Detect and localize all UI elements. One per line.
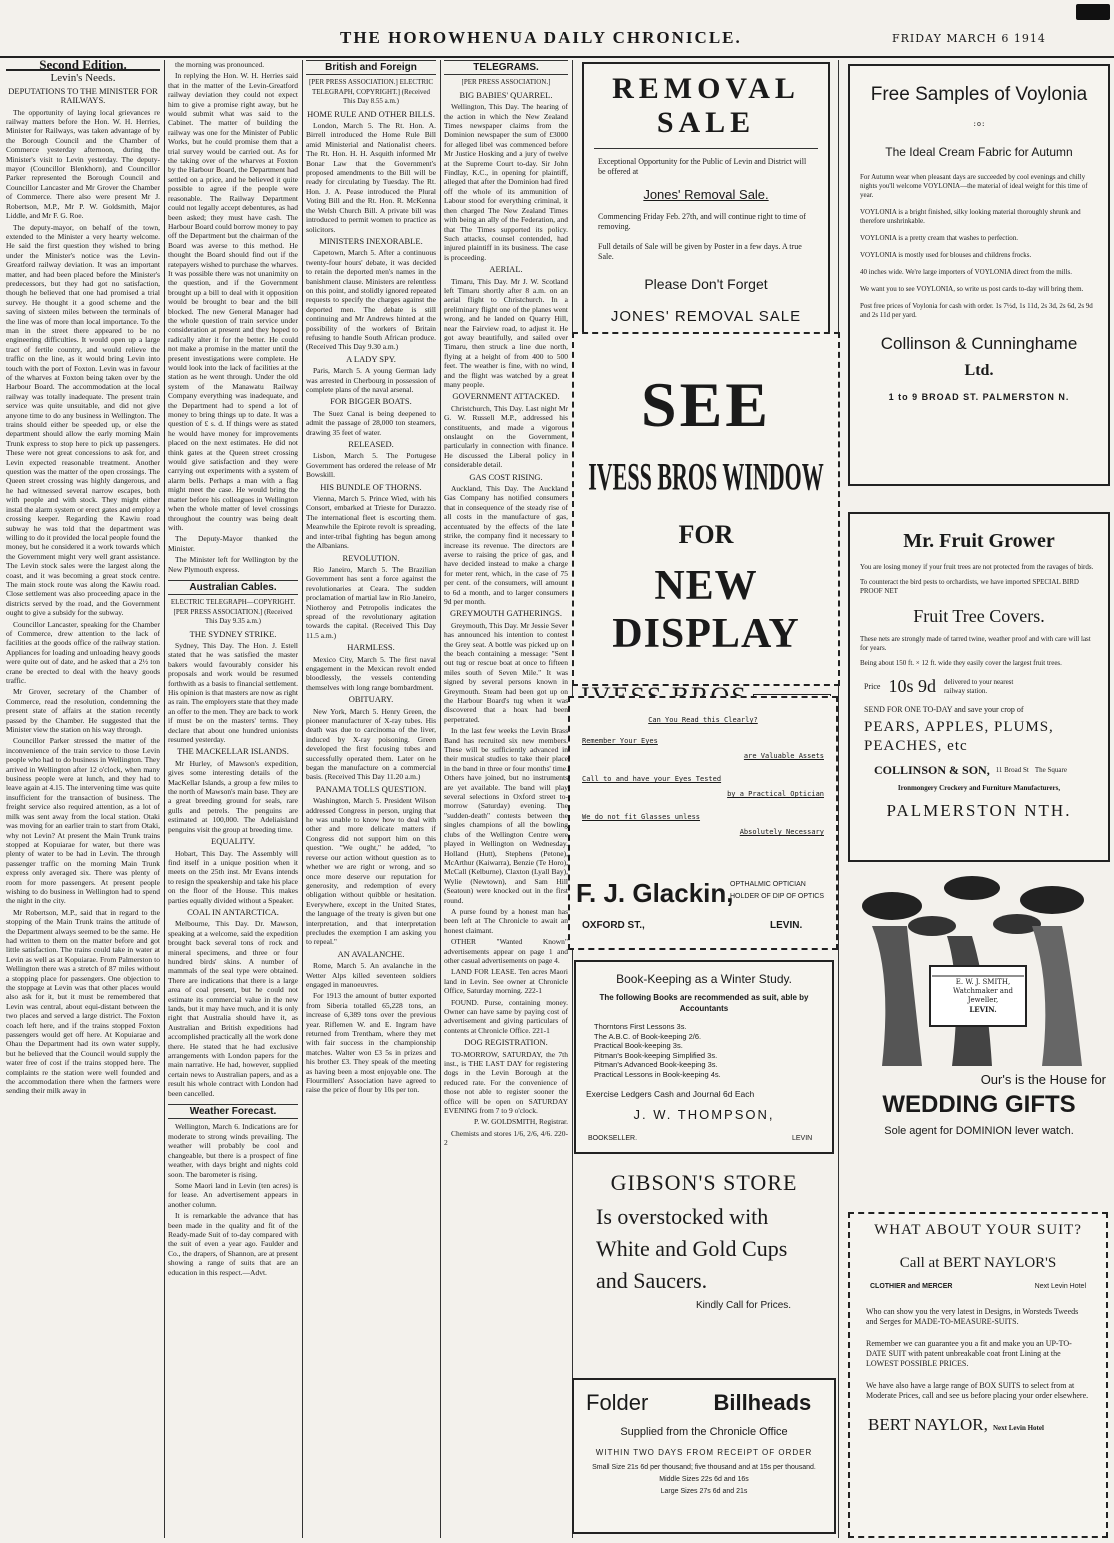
item-text: New York, March 5. Henry Green, the pioneer manufacturer of X-ray tubes. His death was due to carcinoma of the liver, induced by X-ray poisoning. Green developed the first focusing tubes and successfully operated them. Later on he began the manufacture on a commercial basis. (Received This Day 11.20 a.m.) [306,706,436,782]
item-text: Sydney, This Day. The Hon. J. Estell stated that he was satisfied the master bakers would favourably consider his proposals and work would be resumed forthwith as a basis to financial settlement. His opinion is that masters are now as right as rain. The employers state that they made an offer to the men. They are back to work if must be on the masters' terms. They declare that about one hundred unionists resumed yesterday. [168,640,298,745]
section-heading: TELEGRAMS. [444,60,568,75]
section-heading: British and Foreign [306,60,436,75]
ad-subtitle: Fruit Tree Covers. [913,606,1045,626]
section-heading: Australian Cables. [168,580,298,595]
ad-role: CLOTHIER and MERCER [870,1283,953,1290]
local-note: It is remarkable the advance that has been made in the quality and fit of the Ready-made Suit of to-day compared with the suit of even a year ago. Faulder and Co., the drapers, of Shannon, are at present showing a range of suits that are an education in this respect.—Advt. [168,1211,298,1277]
article-paragraph: In replying the Hon. W. H. Herries said that in the matter of the Levin-Greatford railway deviation they could not expect him to give a promise right away, but he would submit what was said to the Cabinet. The matter of building the railway was one for the Minister of Public Works, but he could promise them that a trial survey would be carried out. As for the taking over of the wharves at Foxton by the Harbour Board, the Department had settled on a price, and he believed it quite possible to agree if the people were reasonable. The Railway Department could not legally accept debentures, as had been asked; they must have cash. The Harbour Board could borrow money to pay off the Department but the chairman of the Board was averse to this method. He thought the Board should find out if the ratepayers wished to purchase the wharves. It was possible there was not unanimity on the question, and if the Government brought up a bill to deal with it opposition would be brought to bear and the bill blocked. The new General Manager had the whole question of train service under consideration at present and they hoped to radically alter it for the better. He could not make a promise in the matter until the present investigations were complete. He would look into the lack of facilities at the station as he went through. Under the old system of the Manawatu Railway Company everything was inadequate, and the Department had to spend a lot of money to bring things up to date. It was a question of £ s. d. If things were as stated he would have money for improvements placed on the next estimates. He did not think gates at the Queen street crossing would give satisfaction and they were carrying out experiments with a system of alarm bells. Perhaps a man with a flag might meet the case. He would bring the matter before his colleagues in Wellington when the whole matter of level crossings throughout the country was being dealt with. [168,71,298,532]
ad-text: Sole agent for DOMINION lever watch. [884,1125,1074,1137]
ad-title: SEE [641,369,771,440]
section-heading: Weather Forecast. [168,1104,298,1119]
item-text: Greymouth, This Day. Mr Jessie Sever has announced his intention to contest the Grey seat. A bottle was picked up on the beach containing a message: "Sent out tug or rescue boat at once to fifteen miles south of Seven Mile." It was signed by several persons known in Greymouth. Steam had been got up on the Harbour Board's tug when it was discovered that a hoax had been perpetrated. [444,620,568,724]
weather-text: Wellington, March 6. Indications are for moderate to strong winds prevailing. The weather will probably be cool and changeable, but there is a prospect of fine weather, with days bright and nights cold soon. The barometer is rising. [168,1122,298,1179]
item-text: London, March 5. The Rt. Hon. A. Birrell introduced the Home Rule Bill amid Ministerial and Nationalist cheers. The Rt. Hon. H. H. Asquith informed Mr Bonar Law that the Government's proposed amendments to the Bill will be ready for circulating by Tuesday. The Rt. Hon. J. A. Pease introduced the Plural Voting Bill and the Rt. Hon. R. McKenna the Welsh Church Bill. A private bill was introduced to permit women to practice as solicitors. [306,121,436,234]
ad-text: by a Practical Optician [727,790,824,798]
item-heading: A LADY SPY. [346,353,396,364]
ad-text: Full details of Sale will be given by Poster in a few days. A true Sale. [598,242,802,261]
ad-text: For Autumn wear when pleasant days are succeeded by cool evenings and chilly nights you'll welcome VOYLONIA—the material of ideal weight for this time of year. [860,173,1088,199]
ad-text: VOYLONIA is a pretty cream that washes to perfection. [860,234,1019,242]
book-item: Practical Lessons in Book-keeping 4s. [594,1069,721,1079]
ad-text: Who can show you the very latest in Designs, in Worsteds Tweeds and Serges for MADE-TO-MEASURE-SUITS. [866,1307,1079,1326]
ad-town: LEVIN. [969,1005,997,1014]
ad-text: To counteract the bird pests to orchardists, we have imported SPECIAL BIRD PROOF NET [860,578,1079,595]
ad-text: Is overstocked with [596,1204,769,1229]
ad-text: PEARS, APPLES, PLUMS, [864,719,1054,735]
ad-text: Supplied from the Chronicle Office [620,1426,788,1438]
column-rule [164,60,165,1538]
book-item: Practical Book-keeping 3s. [594,1041,683,1050]
ad-text: Commencing Friday Feb. 27th, and will continue right to time of removing. [598,212,806,231]
ad-thompson-books [574,960,834,1154]
price-value: 10s 9d [888,676,936,696]
ad-town: LEVIN [792,1135,813,1142]
ad-text: We do not fit Glasses unless [582,813,701,821]
ad-voylonia [848,64,1110,486]
ad-headline: NEW DISPLAY [612,563,800,657]
ad-firm-suffix: Ltd. [964,362,994,379]
ad-text: VOYLONIA is mostly used for blouses and childrens frocks. [860,251,1032,259]
ad-text: Being about 150 ft. × 12 ft. wide they easily cover the largest fruit trees. [860,659,1062,667]
ad-firm: E. W. J. SMITH, [955,978,1011,986]
article-paragraph: The Minister left for Wellington by the New Plymouth express. [168,555,298,574]
ad-firm: BERT NAYLOR, [868,1415,988,1434]
ad-title: GIBSON'S STORE [610,1170,798,1195]
ad-title: REMOVAL SALE [612,72,800,139]
item-text: Christchurch, This Day. Last night Mr G. W. Russell M.P., addressed his constituents, and made a vigorous onslaught on the Government, particularly in connection with finance. He discussed the Liberal policy in considerable detail. [444,403,568,470]
item-text: Washington, March 5. President Wilson addressed Congress in person, urging that he was unable to know how to deal with other and more delicate matters if Congress did not support him on this question. "We ought," he added, "to reverse our action without question as to whether we are right or wrong, and so once more deserve our reputation for generosity, and redemption of every obligation without quibble or hesitation. Everywhere, except in the United States, the language of the treaty is given but one interpretation, and that interpretation precludes the exemption I am asking you to repeal." [306,796,436,947]
item-heading: AN AVALANCHE. [337,948,405,959]
ad-text: Post free prices of Voylonia for cash with order. 1s 7½d, 1s 11d, 2s 3d, 2s 6d, 2s 9d and 2s 11d per yard. [860,302,1093,319]
item-text: Melbourne, This Day. Dr. Mawson, speaking at a welcome, said the expedition brought back several tons of rock and mineral specimens, and three or four hundred birds' skins. A number of mammals of the seal type were obtained. There are indications that there is a large area of coal present, but he could not estimate its commercial value in the new lands, but it may have much, and it is only right that Australia should have it, as Australian and British expeditions had accomplished practically all the work done there. He stated that he had exclusive arrangements with London papers for the main narrative. He had, however, supplied certain news to Australian papers, and as a result his whole contract with London had been cancelled. [168,919,298,1098]
ad-text: These nets are strongly made of tarred twine, weather proof and with care will last for years. [860,635,1091,652]
item-heading: COAL IN ANTARCTICA. [187,906,279,917]
ad-text: IVESS BROS WINDOW [588,453,824,499]
ad-text: Exceptional Opportunity for the Public of Levin and District will be offered at [598,157,807,176]
item-text: Timaru, This Day. Mr J. W. Scotland left Timaru shortly after 8 a.m. on an aerial flight to Christchurch. In a preliminary flight one of the planes went wrong, and he landed on Quarry Hill, near the Fairview road, to adjust it. He got away beautifully, and sailed over Timaru, then struck a line due north, flying at a height of from 400 to 500 feet. The weather is fine, with no wind, and the flight was watched by a great many people. [444,276,568,389]
ad-firm: COLLINSON & SON, [874,763,990,777]
item-heading: EQUALITY. [211,836,255,847]
ad-text: OPTHALMIC OPTICIAN [730,881,806,888]
ad-text: FOR [678,520,734,549]
ad-text: WITHIN TWO DAYS FROM RECEIPT OF ORDER [595,1448,813,1457]
dateline: [PER PRESS ASSOCIATION.] ELECTRIC TELEGRAPH, COPYRIGHT.] (Received This Day 8.55 a.m.) [308,78,434,106]
ad-removal-sale [582,62,830,338]
book-item: Thorntons First Lessons 3s. [594,1022,687,1031]
ad-address: The Square [1034,766,1067,774]
item-text: A purse found by a honest man has been left at The Chronicle to await an honest claimant. [444,906,568,935]
item-heading: GOVERNMENT ATTACKED. [452,391,560,402]
newspaper-title: THE HOROWHENUA DAILY CHRONICLE. [340,28,742,47]
ad-text: Kindly Call for Prices. [696,1300,792,1311]
ad-firm: F. J. Glackin, [576,878,734,908]
item-heading: REVOLUTION. [342,552,400,563]
article-paragraph: Mr Grover, secretary of the Chamber of Commerce, read the resolution, condemning the present state of affairs at the station recently passed by the Chamber. He suggested that the Minister view the station on his way through. [6,687,160,735]
ad-text: White and Gold Cups [596,1236,788,1261]
ad-town: LEVIN. [770,920,803,931]
article-paragraph: Councillor Lancaster, speaking for the Chamber of Commerce, drew attention to the lack of facilities at the goods office of the railway station. Appliances for loading and unloading heavy goods were quite out of date, and he asked that a 2½ ton crane be erected to deal with the heavy goods traffic. [6,619,160,685]
item-text: Paris, March 5. A young German lady was arrested in Cherbourg in possession of complete plans of the naval arsenal. [306,366,436,394]
local-note: Some Maori land in Levin (ten acres) is for lease. An advertisement appears in another column. [168,1180,298,1209]
ad-address: 11 Broad St [995,766,1029,774]
ad-town: PALMERSTON NTH. [886,801,1072,820]
item-heading: GAS COST RISING. [469,471,543,482]
column-rule [440,60,441,1538]
ad-text: HOLDER OF DIP OF OPTICS [730,893,824,900]
item-text: Vienna, March 5. Prince Wied, with his Consort, embarked at Trieste for Durazzo. The international fleet is escorting them. Meanwhile the Epirote revolt is spreading, and inter-tribal fighting has begun among the Albanians. [306,494,436,551]
ink-blot [1076,4,1110,20]
ad-title: Free Samples of Voylonia [870,84,1088,105]
ad-text: The following Books are recommended as suit, able by Accountants [599,993,809,1013]
ad-title: WEDDING GIFTS [882,1091,1076,1118]
item-text: Hobart, This Day. The Assembly will find itself in a unique position when it meets on the 25th inst. Mr Evans intends to resign the speakership and take his place on the floor of the House. This makes parties equally divided without a Speaker. [168,848,298,905]
ad-address: 1 to 9 BROAD ST. PALMERSTON N. [888,392,1070,402]
article-deck: DEPUTATIONS TO THE MINISTER FOR RAILWAYS. [8,85,158,106]
article-paragraph: the morning was pronounced. [175,60,265,69]
ad-text: Can You Read this Clearly? [648,716,758,724]
ad-price: Large Sizes 27s 6d and 21s [660,1488,748,1495]
column-british-foreign [306,60,436,1538]
item-text: Wellington, This Day. The hearing of the action in which the New Zealand Times newspaper claims from the Dominion newspaper the sum of £3000 for alleged libel was commenced before Mr Justice Hosking and a jury of twelve at the Supreme Court to-day. Sir John Findlay, K.C., in opening for plaintiff, alleged that after the Dominion had fired off the whole of its ammunition of Labour stood for everything criminal, it then charged The New Zealand Times with being an ally of the Federation, and that The Times supported its policy. Such attacks, counsel contended, had injured plaintiff in its business. The case is proceeding. [444,102,568,262]
ad-text: Exercise Ledgers Cash and Journal 6d Each [586,1089,755,1099]
ad-gibsons-store [586,1162,822,1362]
ad-footer: JONES' REMOVAL SALE [610,308,802,325]
item-heading: MINISTERS INEXORABLE. [319,235,423,246]
ad-role: BOOKSELLER. [588,1135,638,1142]
ad-address: OXFORD ST., [582,920,645,931]
column-rule [302,60,303,1538]
ad-text: VOYLONIA is a bright finished, silky looking material thoroughly shrunk and therefore unshrinkable. [860,208,1081,225]
ad-name: Jones' Removal Sale. [643,187,769,202]
article-heading: Levin's Needs. [50,72,116,85]
edition-label: Second Edition. [6,60,160,71]
ad-text: We have also have a large range of BOX SUITS to select from at Moderate Prices, call and see us before placing your order elsewhere. [866,1381,1089,1400]
item-text: Mexico City, March 5. The first naval engagement in the Mexican revolt ended bloodlessly, the vessels contending themselves with long range bombardment. [306,654,436,692]
column-minister-reply [168,60,298,1538]
item-text: Lisbon, March 5. The Portugese Government has ordered the release of Mr Bowskill. [306,451,436,480]
item-text: Capetown, March 5. After a continuous twenty-four hours' debate, it was decided to retain the deported men's names in the banishment clause. Ministers are relentless on this point, and stolidly ignored repeated requests to specify the charges against the deported men. The debate is still continuing and Mr Andrews hinted at the possibility of the workers of Britain refusing to handle South African produce. (Received This Day 9.30 a.m.) [306,248,436,352]
ad-text: and Saucers. [596,1268,708,1293]
ad-text: Please Don't Forget [644,276,768,292]
price-note: delivered to your nearest railway station. [943,677,1014,695]
ad-text: 40 inches wide. We're large importers of VOYLONIA direct from the mills. [860,268,1073,276]
item-heading: PANAMA TOLLS QUESTION. [315,783,427,794]
ad-ivess-bros [572,332,840,686]
ad-price: Middle Sizes 22s 6d and 16s [659,1476,749,1483]
ad-glackin-optician [568,696,838,950]
column-levins-needs [6,57,160,1538]
ad-title: Billheads [713,1390,812,1415]
ad-title: Folder [586,1390,649,1415]
item-text: Rome, March 5. An avalanche in the Wetter Alps killed seventeen soldiers engaged in manoeuvres. [306,961,436,989]
classified: TO-MORROW, SATURDAY, the 7th inst., is THE LAST DAY for registering dogs in the Levin Borough at the reduced rate. For the convenience of those not able to register sooner the office will be open on SATURDAY EVENING from 7 to 9 o'clock. [444,1049,568,1116]
column-telegrams [444,60,568,1538]
wedding-party-illustration [852,866,1106,1066]
classified: Chemists and stores 1/6, 2/6, 4/6. 220-2 [444,1128,568,1148]
classified: FOUND. Purse, containing money. Owner can have same by paying cost of advertisement and giving particulars of contents at Chronicle Office. 221-1 [444,997,568,1035]
ad-text: SEND FOR ONE TO-DAY and save your crop of [864,705,1024,714]
item-heading: OBITUARY. [348,694,394,705]
article-paragraph: The opportunity of laying local grievances re railway matters before the Hon. W. H. Herries, Minister for Railways, was taken advantage of by the Borough Council and the Chamber of Commerce yesterday afternoon, during the Minister's visit to Levin yesterday. The deputy-mayor (Councillor Blenkhorn), and Councillor Parker represented the Borough Council and Councillor Lancaster and Mr Grover the Chamber of Commerce. There also were present Mr J. Robertson, M.P., Mr P. W. Goldsmith, Major Liddle, and Mr F. G. Roe. [6,107,160,221]
item-heading: THE MACKELLAR ISLANDS. [177,746,289,757]
item-heading: HARMLESS. [347,642,395,653]
classified: LAND FOR LEASE. Ten acres Maori land in Levin. See owner at Chronicle Office, Saturday morning. 222-1 [444,967,568,996]
ad-text: Our's is the House for [980,1072,1106,1087]
ad-title: Mr. Fruit Grower [903,530,1055,552]
item-text: Auckland, This Day. The Auckland Gas Company has notified consumers that in consequence of the steady rise of all costs in the manufacture of gas, accentuated by the effects of the late strike, the company find it necessary to increase its revenue. The directors are averse to raising the price of gas, and have decided instead to make a charge for meter rent, which, in the case of 75 per cent. of the consumers, will amount to 6d a month, and to larger consumers 9d per month. [444,484,568,606]
column-rule [838,60,839,1538]
ad-title: WHAT ABOUT YOUR SUIT? [874,1222,1082,1238]
article-paragraph: Mr Robertson, M.P., said that in regard to the stopping of the Main Trunk trains the attitude of the Department always seemed to be the same. He had written to them on the matter before and got little satisfaction. The trains could take in water at Levin as well as at Kopuiarae. From Palmerston to Wellington there was a stretch of 87 miles without a stopping place for passengers. One objection to the stoppage at Levin was that other places would also ask for it, but it must be remembered that Levin was central, about equi-distant between the two places and served a large district. The Foxton coach left here, and if the trains stopped Foxton passengers would get off here. At Kopuiarae and Ohau the Department had its own water supply, but he believed that the Council would supply the water free of cost if the trains stopped here. The complaints re the station were well founded and the accommodation there when the farmers were sending their milk away in [6,907,160,1096]
ad-text: are Valuable Assets [743,752,824,760]
item-text: In the last few weeks the Levin Brass Band has recruited six new members. These will be sufficiently advanced in their musical studies to take their place in the band in three or four months' time. Others have joined, but no instruments are yet available. The band will play several selections in Oxford street to-morrow (Saturday) evening. The "sudden-death" contests between the singles champions of all the bowling clubs of the Wellington Centre were played in Wellington on Wednesday. Holland (Hutt), Stephens (Petone), McArthur (Kaiwarra), Benzie (Te Horo), McCall (Kelburne), Claxton (Lyall Bay), Wylie (Newtown), and Sam Hill (Seatoun) were knocked out in the first round. [444,726,568,905]
ad-text: Call to and have your Eyes Tested [582,775,722,783]
ad-text: Remember we can guarantee you a fit and make you an UP-TO-DATE SUIT with patent unbreakable coat front Lining at the LOWEST POSSIBLE PRICES. [866,1339,1072,1368]
item-heading: HIS BUNDLE OF THORNS. [320,481,422,492]
ad-text: Absolutely Necessary [739,828,824,836]
ad-role: Watchmaker and Jeweller, [953,987,1013,1004]
ad-firm: Collinson & Cunninghame [880,334,1078,353]
article-paragraph: The Deputy-Mayor thanked the Minister. [168,534,298,553]
ad-smith-jeweller [852,866,1106,1186]
book-item: Pitman's Book-keeping Simplified 3s. [594,1050,718,1060]
book-item: Pitman's Advanced Book-keeping 3s. [594,1060,718,1069]
ad-text: We want you to see VOYLONIA, so write us post cards to-day will bring them. [860,285,1084,293]
book-item: The A.B.C. of Book-keeping 2/6. [594,1031,702,1041]
ad-price: Small Size 21s 6d per thousand; five thousand and at 15s per thousand. [592,1464,816,1471]
ad-text: You are losing money if your fruit trees are not protected from the ravages of birds. [860,563,1094,571]
ad-divider: :o: [972,120,986,128]
item-text: Mr Hurley, of Mawson's expedition, gives some interesting details of the MacKellar Islands, a group a few miles to the north of Mawson's main base. They are a great breeding ground for seals, rare gulls and petrels. The penguins are estimated at 100,000. The Adeliaisland penguins visit the group at breeding time. [168,758,298,834]
ad-text: Call at BERT NAYLOR'S [899,1255,1057,1271]
item-heading: THE SYDNEY STRIKE. [189,628,277,639]
notice-heading: DOG REGISTRATION. [464,1037,548,1048]
item-heading: BIG BABIES' QUARREL. [459,89,553,100]
ad-text: The Ideal Cream Fabric for Autumn [885,145,1073,159]
ad-bert-naylor [848,1212,1108,1538]
item-text: The Suez Canal is being deepened to admit the passage of 28,000 ton steamers, drawing 35 feet of water. [306,408,436,437]
ad-fruit-grower [848,512,1110,862]
price-label: Price [864,681,881,691]
ad-location: Next Levin Hotel [1034,1283,1086,1290]
ad-folder-billheads [572,1378,836,1534]
ad-text: Ironmongery Crockery and Furniture Manufacturers, [897,784,1061,792]
item-text: For 1913 the amount of butter exported from Siberia totalled 65,228 tons, an increase of 6,389 tons over the previous year. Riflemen W. and E. Ingram have returned from Trentham, where they met with fair success in the championship matches. Walter won £3 5s in prizes and his brother £3. They speak of the meeting as having been a most enjoyable one. The Flourmillers' Association have agreed to raise the price of flour by 10s per ton. [306,991,436,1095]
issue-date: FRIDAY MARCH 6 1914 [892,32,1046,45]
dateline: [PER PRESS ASSOCIATION.] [461,78,551,87]
dateline: ELECTRIC TELEGRAPH—COPYRIGHT. [PER PRESS ASSOCIATION.] (Received This Day 9.35 a.m.) [170,598,296,626]
classified: OTHER "Wanted Known" advertisements appear on page 1 and other casual advertisements on page 4. [444,937,568,965]
item-heading: GREYMOUTH GATHERINGS. [450,608,562,619]
ad-title: Book-Keeping as a Winter Study. [616,972,792,986]
ad-location: Next Levin Hotel [992,1424,1044,1432]
ad-text: PEACHES, etc [864,738,968,754]
item-heading: HOME RULE AND OTHER BILLS. [307,108,435,119]
item-heading: RELEASED. [348,439,394,450]
classified: P. W. GOLDSMITH, Registrar. [474,1117,568,1127]
ad-text: Remember Your Eyes [582,737,658,745]
ad-firm: J. W. THOMPSON, [633,1107,775,1122]
item-heading: FOR BIGGER BOATS. [330,396,412,407]
item-text: Rio Janeiro, March 5. The Brazilian Government has sent a force against the revolutionaries at Ceara. The sudden proclamation of martial law in Rio Janeiro, Niotheroy and Petropolis indicates the spread of the revolutionary agitation towards the capital. (Received This Day 11.5 a.m.) [306,564,436,640]
article-paragraph: Councillor Parker stressed the matter of the inconvenience of the train service to those Levin people who had to do business in Wellington. They arrived in Wellington after 12 o'clock, when many business people were at lunch, and they had to leave again at 4.15. The intervening time was quite insufficient for the transaction of business. The freight service also required attention, as a lot of milk was sent away from the local station. Otaki was moving for an earlier train to start from Otaki, why not Levin? At present the Main Trunk trains stopped at Kopuiarae for water, but there was plenty of water to be had in Levin. The through passenger traffic on the morning Main Trunk express only averaged six. There was plenty of room for more passengers. At present people wishing to do business in Wellington had to spend the night in the city. [6,736,160,906]
item-heading: AERIAL. [489,264,523,275]
article-paragraph: The deputy-mayor, on behalf of the town, extended to the Minister a very hearty welcome. He said the first question they wished to bring under the Minister's notice was the Levin-Greatford railway deviation. It was an important matter, and had been placed before the Minister's predecessors, but they had got no satisfaction, though he believed that one had promised a trial survey. He thought it a good scheme and the saving of sixteen miles between the terminals of the line was of more than local importance. To the man in the street there appeared to be no engineering difficulties. It would open up a large tract of fertile country, and would relieve the traffic on the line, as it would bring Levin into touch with the port of Foxton. Levin was in favour of the wharves at Foxton being taken over by the Harbour Board. The accommodation at the local railway was totally inadequate. The present train service was quite unsuitable, and did not give anyone time to do any business in Wellington. The trains should either be speeded up, or else the department should allow the early morning Main Trunk express to stop here to pick up passengers. These were not great concessions to ask for, and Levin expected reasonable treatment. Another question was the matter of the open crossings. The Queen street crossing was highly dangerous, and he had witnessed several narrow escapes, both with people and with stock. They might either instal the alarm system or erect gates and employ a crossing keeper. Regarding the Kawiu road subway he was told that the department was willing to do it provided the local people found the money, but he considered it a work towards which the Government might very well grant assistance. The Levin stock sales were the largest along the coast, and it was becoming a great stock centre. The main stock route was along the Kawiu road. Close settlement was also proceeding apace in the districts served by the road, and the Government ought to give a subsidy for the subway. [6,222,160,618]
